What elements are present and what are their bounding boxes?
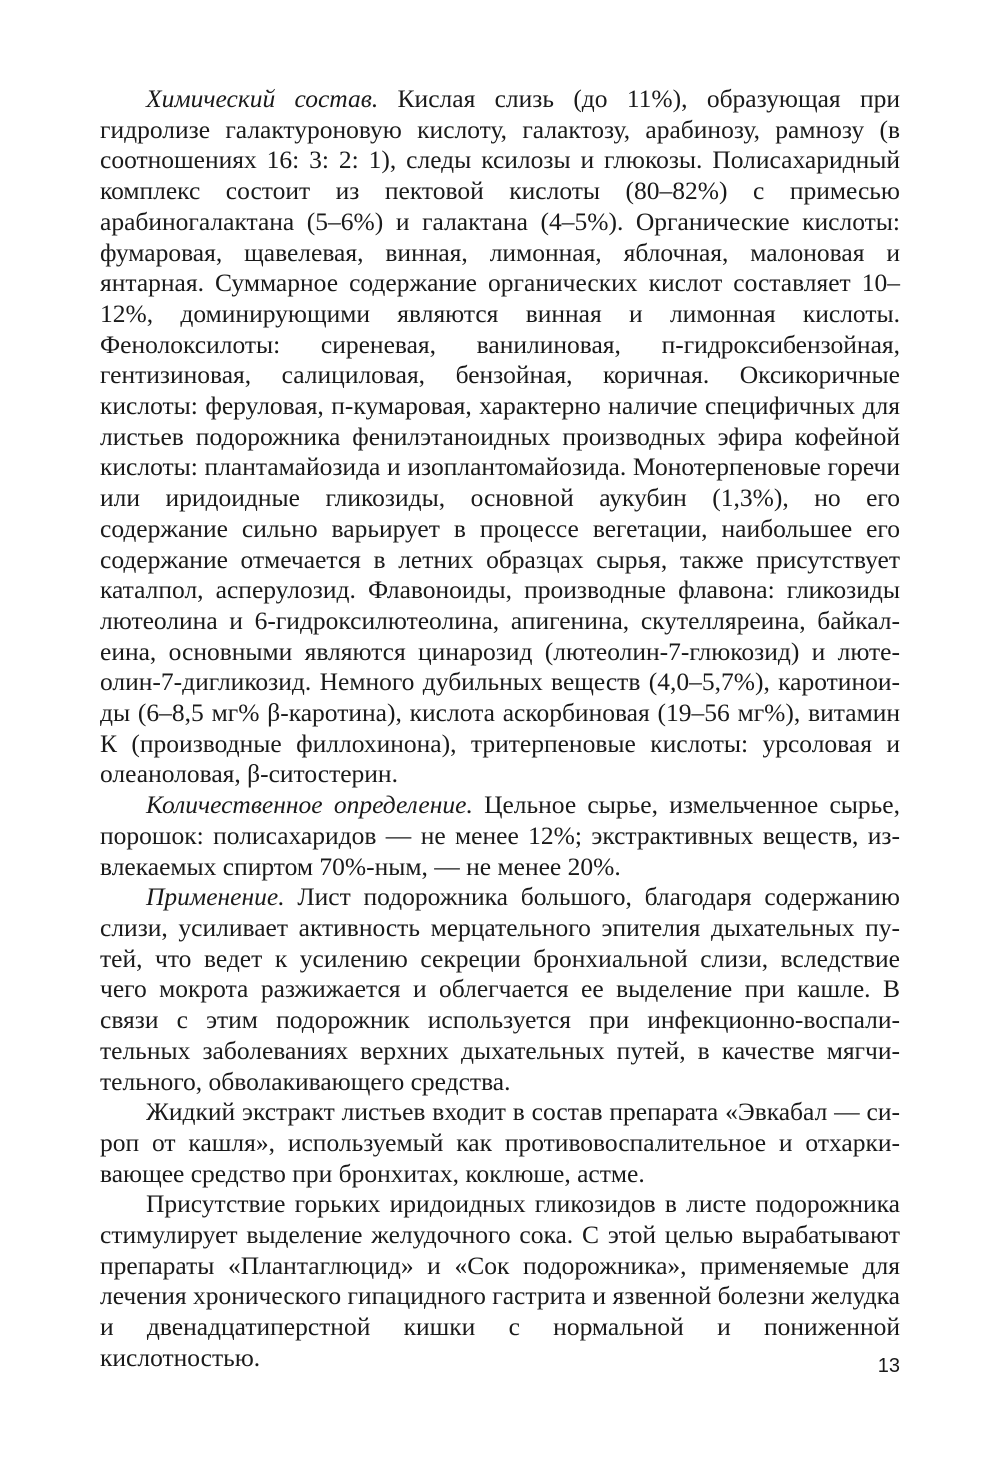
inline-heading: Химический состав. (146, 84, 379, 113)
inline-heading: Применение. (146, 882, 285, 912)
paragraph-quantitative-determination (100, 790, 900, 882)
paragraph-application (100, 882, 900, 1097)
paragraph-chemical-composition (100, 84, 900, 790)
body-text (100, 84, 900, 1374)
page-number: 13 (877, 1355, 900, 1377)
paragraph-iridoid-glycosides (100, 1189, 900, 1373)
paragraph-liquid-extract (100, 1097, 900, 1189)
inline-heading: Количественное определение. (146, 790, 473, 820)
paragraph-text: Кислая слизь (до 11%), образующая при гидролизе галактуроновую кислоту, галактозу, арабинозу, рамнозу (в соотношениях 16: 3: 2: 1), следы ксилозы и глюкозы. Полисахаридный комплекс состоит из пектовой кислоты (80–82%) с примесью арабиногалактана (5–6%) и галактана (4–5%). Органические кислоты: фумаровая, щавелевая, винная, лимонная, яблочная, малоновая и янтарная. Суммарное содержание органических кислот составляет 10–12%, доминирующими являются винная и лимонная кислоты. Фенолоксилоты: сиреневая, ванилиновая, п-гидроксибензойная, гентизиновая, салициловая, бензойная, коричная. Оксикоричные кислоты: феруловая, п-кумаровая, характерно наличие специфичных для листьев подорожника фенилэтаноидных производных эфира кофейной кислоты: плантамайозида и изоплантомайозида. Монотерпеновые горечи или иридоидные гликозиды, основной аукубин (1,3%), но его содержание сильно варьирует в процессе вегетации, наибольшее его содержание отмечается в летних образцах сырья, также присутствует каталпол, асперулозид. Флавоноиды, производные флавона: гликозиды лютеолина и 6-гидроксилютеолина, апигенина, скутелляреина, байкалеина, основными являются цинарозид (лютеолин-7-глюкозид) и лютеолин-7-дигликозид. Немного дубильных веществ (4,0–5,7%), каротиноиды (6–8,5 мг% β-каротина), кислота аскорбиновая (19–56 мг%), витамин К (производные филлохинона), тритерпеновые кислоты: урсоловая и олеаноловая, β-ситостерин. (100, 84, 900, 789)
paragraph-text: Цельное сырье, измельченное сырье, порошок: полисахаридов — не менее 12%; экстрактивных веществ, извлекаемых спиртом 70%-ным, — не менее 20%. (100, 790, 901, 881)
paragraph-text: Лист подорожника большого, благодаря содержанию слизи, усиливает активность мерцательного эпителия дыхательных путей, что ведет к усилению секреции бронхиальной слизи, вследствие чего мокрота разжижается и облегчается ее выделение при кашле. В связи с этим подорожник используется при инфекционно-воспалительных заболеваниях верхних дыхательных путей, в качестве мягчительного, обволакивающего средства. (100, 882, 900, 1096)
paragraph-text: Жидкий экстракт листьев входит в состав препарата «Эвкабал — сироп от кашля», используемый как противовоспалительное и отхаркивающее средство при бронхитах, коклюше, астме. (100, 1097, 900, 1188)
paragraph-text: Присутствие горьких иридоидных гликозидов в листе подорожника стимулирует выделение желудочного сока. С этой целью вырабатывают препараты «Плантаглюцид» и «Сок подорожника», применяемые для лечения хронического гипацидного гастрита и язвенной болезни желудка и двенадцатиперстной кишки с нормальной и пониженной кислотностью. (100, 1189, 900, 1372)
